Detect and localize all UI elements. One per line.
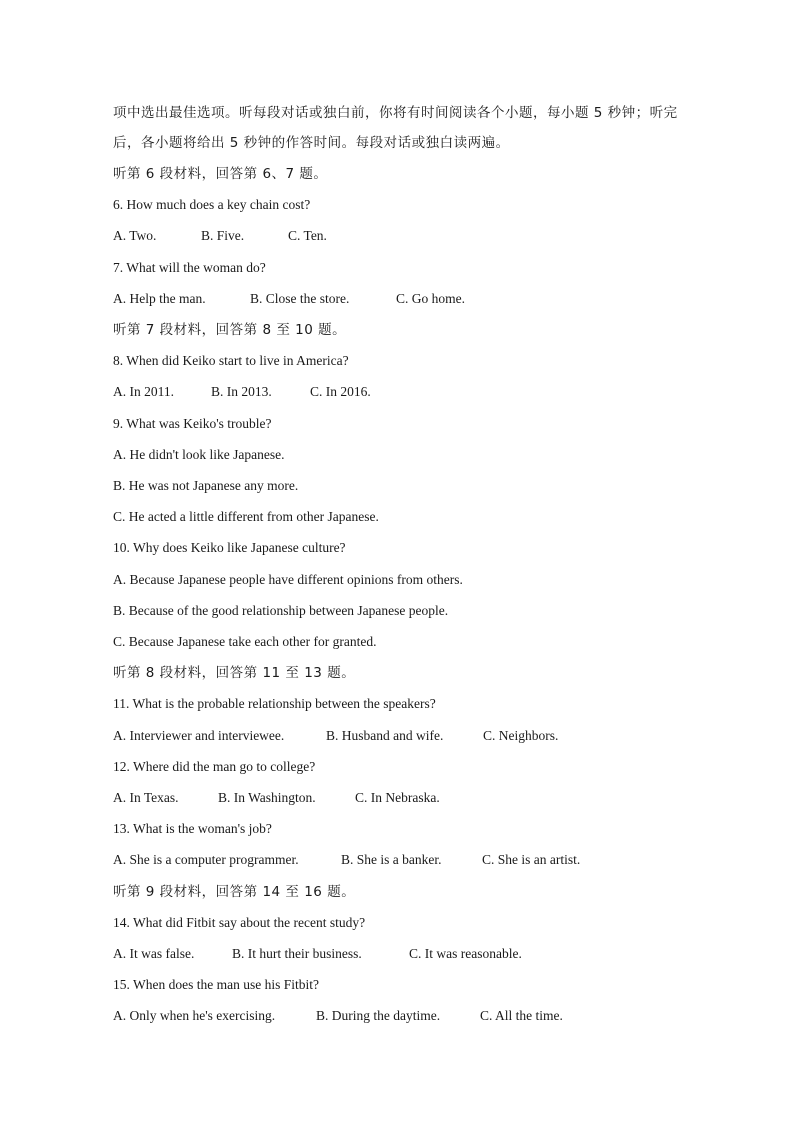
option-a: A. Interviewer and interviewee. [113,728,285,743]
question-11-stem: 11. What is the probable relationship between the speakers? [113,696,436,711]
question-8-stem: 8. When did Keiko start to live in America? [113,353,349,368]
option-c: C. She is an artist. [482,852,581,867]
option-a: A. It was false. [113,946,195,961]
section-heading-7: 听第 7 段材料，回答第 8 至 10 题。 [113,322,347,338]
intro-line-1: 项中选出最佳选项。听每段对话或独白前，你将有时间阅读各个小题，每小题 5 秒钟；听完 [113,105,678,121]
option-a: A. Two. [113,228,157,243]
option-a: A. Help the man. [113,291,206,306]
question-13-stem: 13. What is the woman's job? [113,821,272,836]
question-9-option-c: C. He acted a little different from other Japanese. [113,509,379,524]
option-c: C. Neighbors. [483,728,559,743]
question-12-stem: 12. Where did the man go to college? [113,759,316,774]
option-b: B. In Washington. [218,790,316,805]
option-a: A. She is a computer programmer. [113,852,299,867]
section-heading-8: 听第 8 段材料，回答第 11 至 13 题。 [113,665,356,681]
option-c: C. Ten. [288,228,327,243]
question-10-option-b: B. Because of the good relationship between Japanese people. [113,603,449,618]
question-15-stem: 15. When does the man use his Fitbit? [113,977,319,992]
option-a: A. In Texas. [113,790,179,805]
option-c: C. All the time. [480,1008,563,1023]
question-10-option-c: C. Because Japanese take each other for granted. [113,634,377,649]
option-b: B. During the daytime. [316,1008,441,1023]
question-7-stem: 7. What will the woman do? [113,260,266,275]
question-14-stem: 14. What did Fitbit say about the recent study? [113,915,366,930]
option-c: C. Go home. [396,291,465,306]
question-10-stem: 10. Why does Keiko like Japanese culture? [113,540,346,555]
option-c: C. It was reasonable. [409,946,522,961]
section-heading-9: 听第 9 段材料，回答第 14 至 16 题。 [113,884,356,900]
option-b: B. Close the store. [250,291,350,306]
option-b: B. In 2013. [211,384,272,399]
option-c: C. In Nebraska. [355,790,440,805]
option-b: B. She is a banker. [341,852,442,867]
question-9-option-a: A. He didn't look like Japanese. [113,447,285,462]
option-c: C. In 2016. [310,384,371,399]
option-a: A. Only when he's exercising. [113,1008,276,1023]
question-9-option-b: B. He was not Japanese any more. [113,478,299,493]
question-9-stem: 9. What was Keiko's trouble? [113,416,272,431]
question-6-stem: 6. How much does a key chain cost? [113,197,311,212]
option-b: B. Five. [201,228,245,243]
option-a: A. In 2011. [113,384,174,399]
option-b: B. It hurt their business. [232,946,362,961]
intro-line-2: 后，各小题将给出 5 秒钟的作答时间。每段对话或独白读两遍。 [113,135,510,151]
option-b: B. Husband and wife. [326,728,444,743]
section-heading-6: 听第 6 段材料，回答第 6、7 题。 [113,166,328,182]
question-10-option-a: A. Because Japanese people have different opinions from others. [113,572,463,587]
